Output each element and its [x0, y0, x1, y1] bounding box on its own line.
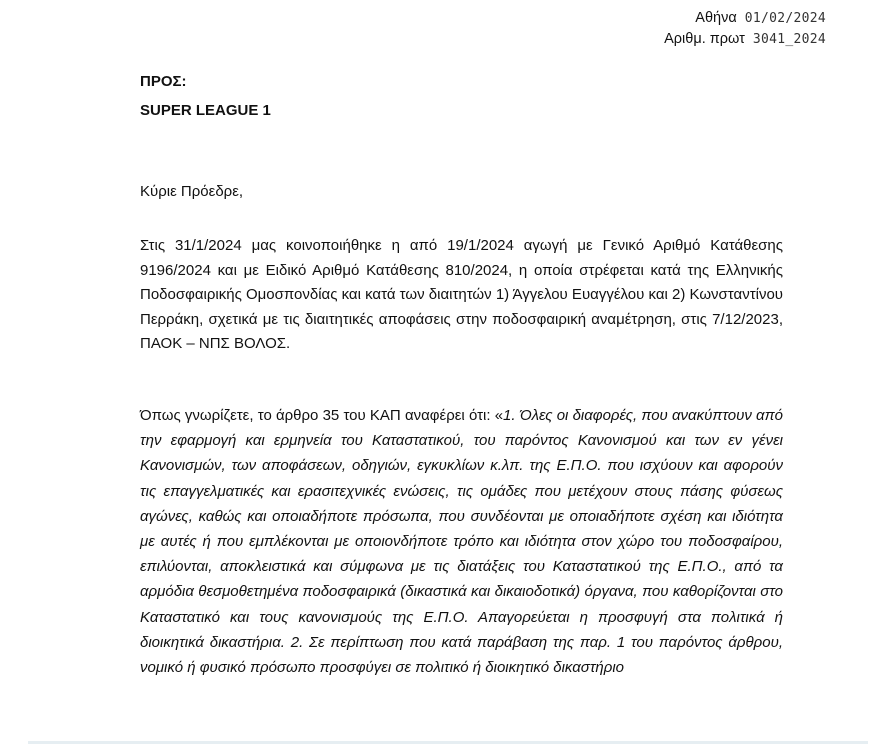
protocol-number: 3041_2024: [752, 32, 826, 47]
protocol-label: Αριθμ. πρωτ: [664, 31, 745, 47]
salutation: Κύριε Πρόεδρε,: [140, 183, 244, 200]
letter-date: 01/02/2024: [744, 11, 826, 26]
paragraph-article-35: [140, 403, 783, 680]
recipient-block: [140, 67, 271, 125]
paragraph-lawsuit-notice: Στις 31/1/2024 μας κοινοποιήθηκε η από 19/1/2024 αγωγή με Γενικό Αριθμό Κατάθεσης 9196/2024 και με Ειδικό Αριθμό Κατάθεσης 810/2024, η οποία στρέφεται κατά της Ελληνικής Ποδοσφαιρικής Ομοσπονδίας και κατά των διαιτητών 1) Άγγελου Ευαγγέλου και 2) Κωνσταντίνου Περράκη, σχετικά με τις διαιτητικές αποφάσεις στην ποδοσφαιρική αναμέτρηση, στις 7/12/2023, ΠΑΟΚ – ΝΠΣ ΒΟΛΟΣ.: [140, 237, 783, 352]
recipient-to-label: ΠΡΟΣ:: [140, 73, 187, 90]
article-35-quote: 1. Όλες οι διαφορές, που ανακύπτουν από την εφαρμογή και ερμηνεία του Καταστατικού, του παρόντος Κανονισμού και των εν γένει Κανονισμών, των αποφάσεων, οδηγιών, εγκυκλίων κ.λπ. της Ε.Π.Ο. που ισχύουν και αφορούν τις επαγγελματικές και ερασιτεχνικές ενώσεις, τις ομάδες που μετέχουν στους πάσης φύσεως αγώνες, καθώς και οποιαδήποτε πρόσωπα, που συνδέονται με οποιαδήποτε σχέση και ιδιότητα με αυτές ή που εμπλέκονται με οποιονδήποτε τρόπο και ιδιότητα στον χώρο του ποδοσφαίρου, επιλύονται, αποκλειστικά και σύμφωνα με τις διατάξεις του Καταστατικού της Ε.Π.Ο., από τα αρμόδια θεσμοθετημένα ποδοσφαιρικά (δικαστικά και δικαιοδοτικά) όργανα, που καθορίζονται στο Καταστατικό και τους κανονισμούς της Ε.Π.Ο. Απαγορεύεται η προσφυγή στα πολιτικά ή διοικητικά δικαστήρια. 2. Σε περίπτωση που κατά παράβαση της παρ. 1 του παρόντος άρθρου, νομικό ή φυσικό πρόσωπο προσφύγει σε πολιτικό ή διοικητικό δικαστήριο: [140, 407, 784, 677]
place-date-row: [664, 8, 826, 29]
protocol-row: [664, 29, 826, 50]
recipient-name: SUPER LEAGUE 1: [140, 102, 271, 119]
place-label: Αθήνα: [695, 10, 737, 26]
letter-header: [664, 8, 826, 50]
paragraph-article-35-intro: Όπως γνωρίζετε, το άρθρο 35 του ΚΑΠ αναφέρει ότι: «: [140, 407, 504, 424]
